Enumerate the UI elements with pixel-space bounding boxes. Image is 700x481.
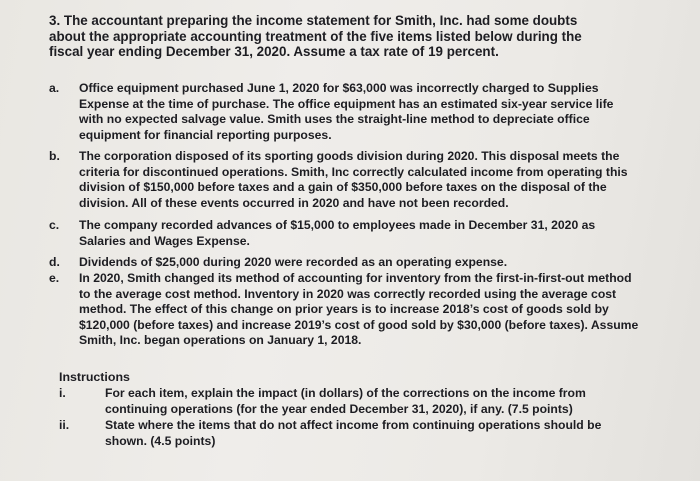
list-item-e [49,271,639,349]
item-letter: a. [49,81,60,95]
list-item-c [49,218,639,249]
item-text: The company recorded advances of $15,000 to employees made in December 31, 2020 as Salaries and Wages Expense. [79,218,596,248]
list-item-a [49,81,639,143]
points-label: (7.5 points) [507,401,573,416]
points-label: (4.5 points) [150,433,216,448]
item-text: Office equipment purchased June 1, 2020 for $63,000 was incorrectly charged to Supplies Expense at the time of purchase. The office equipment has an estimated six-year service life with no expected salvage value. Smith uses the straight-line method to depreciate office equipment for financial reporting purposes. [79,81,614,142]
item-text: Dividends of $25,000 during 2020 were recorded as an operating expense. [79,255,508,269]
item-letter: b. [49,149,60,163]
item-letter: d. [49,255,60,269]
instruction-item-ii [59,418,619,449]
list-item-d [49,255,639,271]
instruction-numeral: i. [59,386,66,400]
item-letter: e. [49,271,60,285]
instruction-item-i [59,386,619,417]
list-item-b [49,149,639,211]
instructions-heading: Instructions [59,370,130,384]
question-title: 3. The accountant preparing the income statement for Smith, Inc. had some doubts about the appropriate accounting treatment of the five items listed below during the fiscal year ending December 31, 2020. Assume a tax rate of 19 percent. [49,13,582,59]
instruction-numeral: ii. [59,418,70,432]
item-letter: c. [49,218,60,232]
item-text: In 2020, Smith changed its method of accounting for inventory from the first-in-first-out method to the average cost method. Inventory in 2020 was correctly recorded using the average cost method. The effect of this change on prior years is to increase 2018’s cost of goods sold by $120,000 (before taxes) and increase 2019’s cost of good sold by $30,000 (before taxes). Assume Smith, Inc. began operations on January 1, 2018. [79,271,639,347]
instruction-text: State where the items that do not affect income from continuing operations should be shown. [105,418,602,448]
item-text: The corporation disposed of its sporting goods division during 2020. This disposal meets the criteria for discontinued operations. Smith, Inc correctly calculated income from operating this division of $150,000 before taxes and a gain of $350,000 before taxes on the disposal of the division. All of these events occurred in 2020 and have not been recorded. [79,149,628,210]
instruction-text: For each item, explain the impact (in dollars) of the corrections on the income from continuing operations (for the year ended December 31, 2020), if any. [105,386,586,416]
